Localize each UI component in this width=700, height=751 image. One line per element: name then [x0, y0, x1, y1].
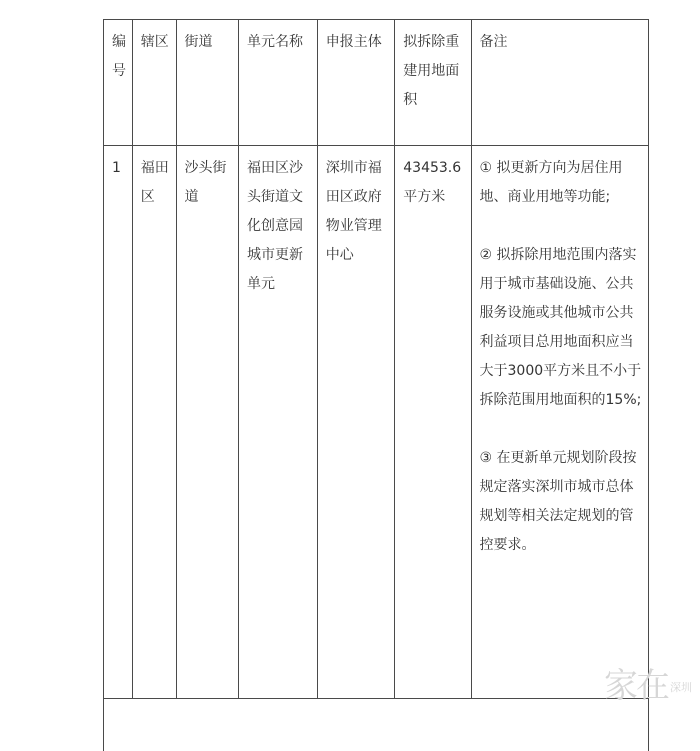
renewal-unit-table [103, 19, 649, 751]
header-area: 拟拆除重建用地面积 [395, 20, 471, 146]
watermark-sub: 深圳 [670, 681, 692, 695]
header-unit-name: 单元名称 [239, 20, 318, 146]
cell-unit-name: 福田区沙头街道文化创意园城市更新单元 [239, 146, 318, 699]
note-spacer [480, 212, 643, 241]
cell-no: 1 [104, 146, 133, 699]
header-remark: 备注 [471, 20, 649, 146]
table-row-continued [104, 699, 649, 751]
cell-applicant: 深圳市福田区政府物业管理中心 [317, 146, 395, 699]
remark-note-1: ① 拟更新方向为居住用地、商业用地等功能; [480, 154, 643, 212]
cell-street: 沙头街道 [176, 146, 239, 699]
remark-note-2: ② 拟拆除用地范围内落实用于城市基础设施、公共服务设施或其他城市公共利益项目总用地面积应当大于3000平方米且不小于拆除范围用地面积的15%; [480, 241, 643, 415]
cell-area: 43453.6平方米 [395, 146, 471, 699]
cell-district: 福田区 [132, 146, 176, 699]
table-row [104, 146, 649, 699]
table-continuation [104, 699, 649, 751]
table-header-row [104, 20, 649, 146]
header-applicant: 申报主体 [317, 20, 395, 146]
header-no: 编号 [104, 20, 133, 146]
header-street: 街道 [176, 20, 239, 146]
watermark-main: 家在 [604, 669, 668, 703]
note-spacer [480, 415, 643, 444]
remark-note-3: ③ 在更新单元规划阶段按规定落实深圳市城市总体规划等相关法定规划的管控要求。 [480, 444, 643, 560]
cell-remark [471, 146, 649, 699]
header-district: 辖区 [132, 20, 176, 146]
